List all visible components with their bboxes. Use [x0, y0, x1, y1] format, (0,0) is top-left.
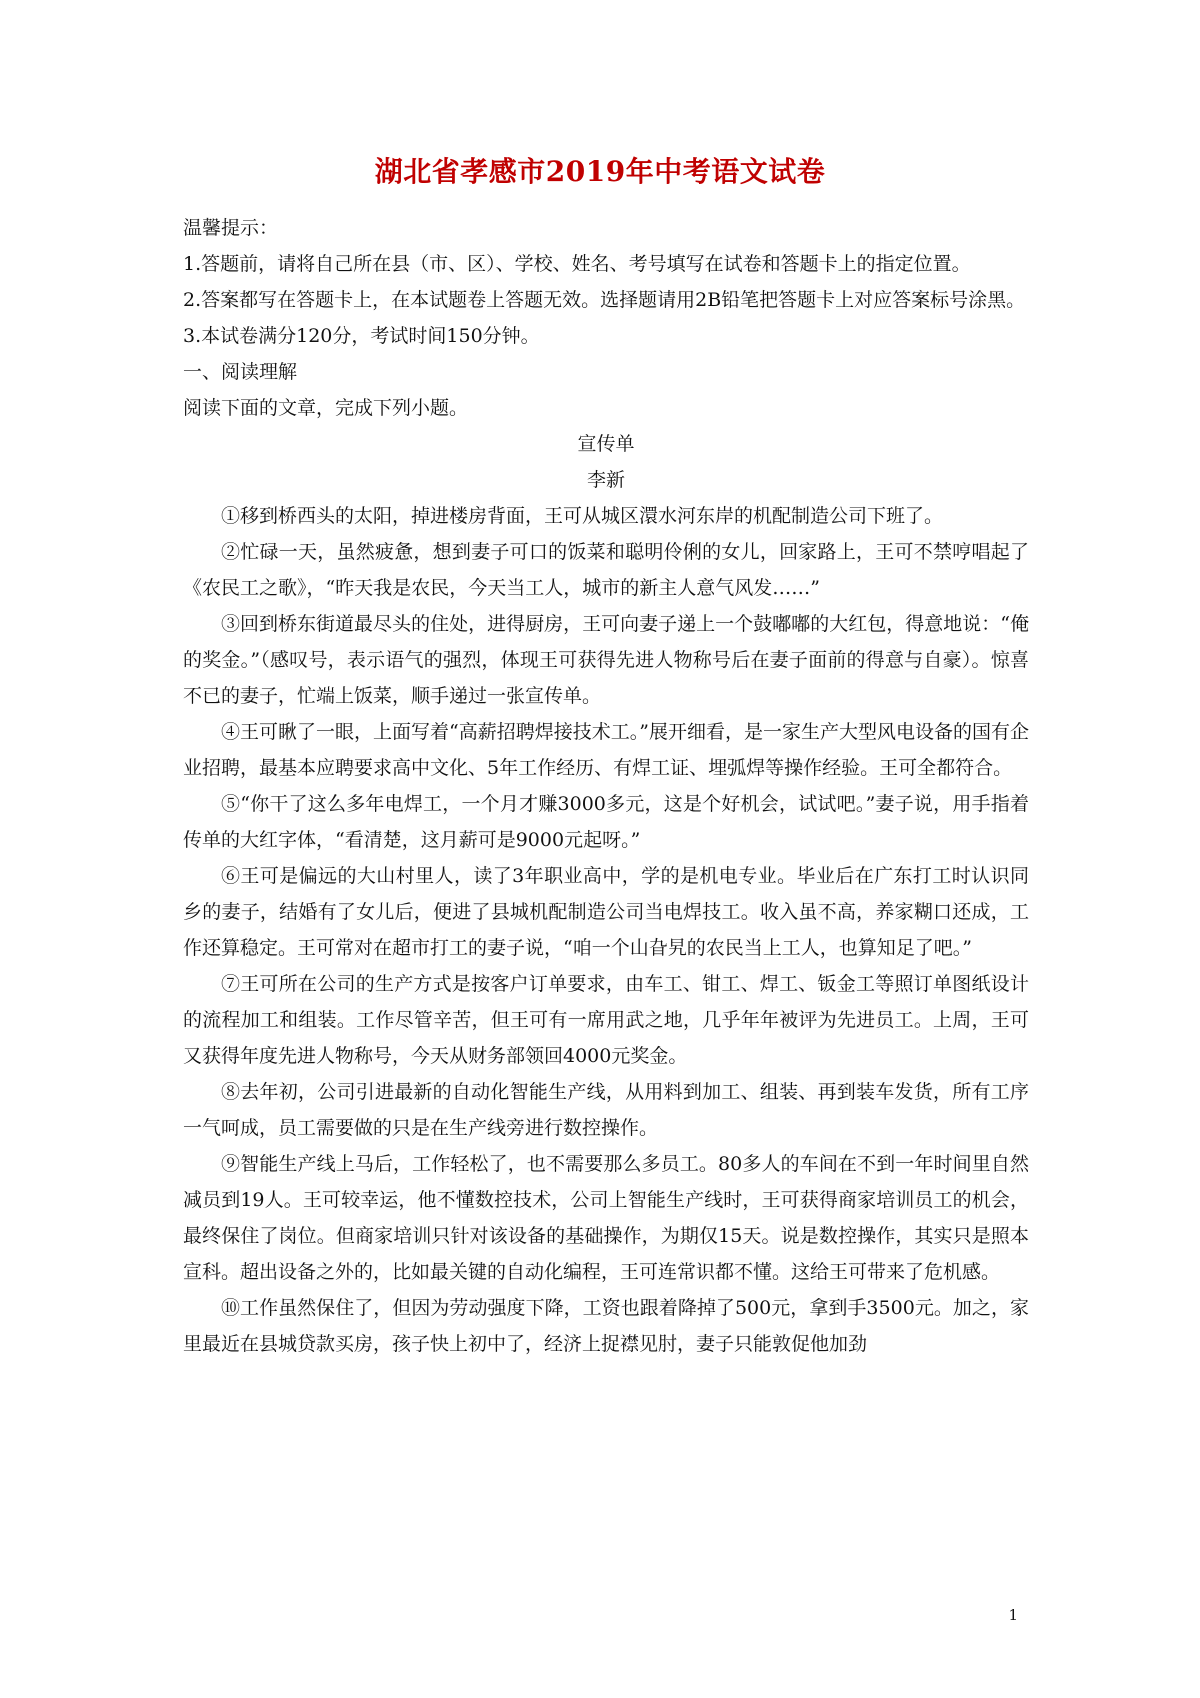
article-paragraph: ⑧去年初，公司引进最新的自动化智能生产线，从用料到加工、组装、再到装车发货，所有工序一气呵成，员工需要做的只是在生产线旁进行数控操作。: [183, 1081, 1029, 1139]
article-paragraph: ⑨智能生产线上马后，工作轻松了，也不需要那么多员工。80多人的车间在不到一年时间里自然减员到19人。王可较幸运，他不懂数控技术，公司上智能生产线时，王可获得商家培训员工的机会，最终保住了岗位。但商家培训只针对该设备的基础操作，为期仅15天。说是数控操作，其实只是照本宣科。超出设备之外的，比如最关键的自动化编程，王可连常识都不懂。这给王可带来了危机感。: [183, 1153, 1029, 1283]
article-paragraph: ⑦王可所在公司的生产方式是按客户订单要求，由车工、钳工、焊工、钣金工等照订单图纸设计的流程加工和组装。工作尽管辛苦，但王可有一席用武之地，几乎年年被评为先进员工。上周，王可又获得年度先进人物称号，今天从财务部领回4000元奖金。: [183, 973, 1029, 1067]
article-paragraph: ⑤“你干了这么多年电焊工，一个月才赚3000多元，这是个好机会，试试吧。”妻子说，用手指着传单的大红字体，“看清楚，这月薪可是9000元起呀。”: [183, 793, 1029, 851]
article-paragraph: ④王可瞅了一眼，上面写着“高薪招聘焊接技术工。”展开细看，是一家生产大型风电设备的国有企业招聘，最基本应聘要求高中文化、5年工作经历、有焊工证、埋弧焊等操作经验。王可全都符合。: [183, 721, 1029, 779]
article-paragraph: ⑥王可是偏远的大山村里人，读了3年职业高中，学的是机电专业。毕业后在广东打工时认识同乡的妻子，结婚有了女儿后，便进了县城机配制造公司当电焊技工。收入虽不高，养家糊口还成，工作还算稳定。王可常对在超市打工的妻子说，“咱一个山旮旯的农民当上工人，也算知足了吧。”: [183, 865, 1029, 959]
exam-content: [183, 210, 1029, 1362]
article-author: 李新: [586, 469, 625, 491]
tips-heading: 温馨提示：: [183, 217, 279, 239]
article-title: 宣传单: [577, 433, 635, 455]
section-heading: 一、阅读理解: [183, 361, 298, 383]
article-paragraph: ②忙碌一天，虽然疲惫，想到妻子可口的饭菜和聪明伶俐的女儿，回家路上，王可不禁哼唱起了《农民工之歌》，“昨天我是农民，今天当工人，城市的新主人意气风发……”: [183, 541, 1029, 599]
exam-title: 湖北省孝感市2019年中考语文试卷: [374, 155, 826, 188]
tip-item: 3.本试卷满分120分，考试时间150分钟。: [183, 325, 540, 347]
tip-item: 2.答案都写在答题卡上，在本试题卷上答题无效。选择题请用2B铅笔把答题卡上对应答案标号涂黑。: [183, 289, 1026, 311]
article-paragraph: ③回到桥东街道最尽头的住处，进得厨房，王可向妻子递上一个鼓嘟嘟的大红包，得意地说：“俺的奖金。”（感叹号，表示语气的强烈，体现王可获得先进人物称号后在妻子面前的得意与自豪）。惊喜不已的妻子，忙端上饭菜，顺手递过一张宣传单。: [183, 613, 1029, 707]
article-paragraph: ①移到桥西头的太阳，掉进楼房背面，王可从城区澴水河东岸的机配制造公司下班了。: [221, 505, 944, 527]
article-paragraph: ⑩工作虽然保住了，但因为劳动强度下降，工资也跟着降掉了500元，拿到手3500元。加之，家里最近在县城贷款买房，孩子快上初中了，经济上捉襟见肘，妻子只能敦促他加劲: [183, 1297, 1029, 1355]
page-number: 1: [1008, 1606, 1018, 1624]
tip-item: 1.答题前，请将自己所在县（市、区）、学校、姓名、考号填写在试卷和答题卡上的指定位置。: [183, 253, 971, 275]
section-instruction: 阅读下面的文章，完成下列小题。: [183, 397, 469, 419]
